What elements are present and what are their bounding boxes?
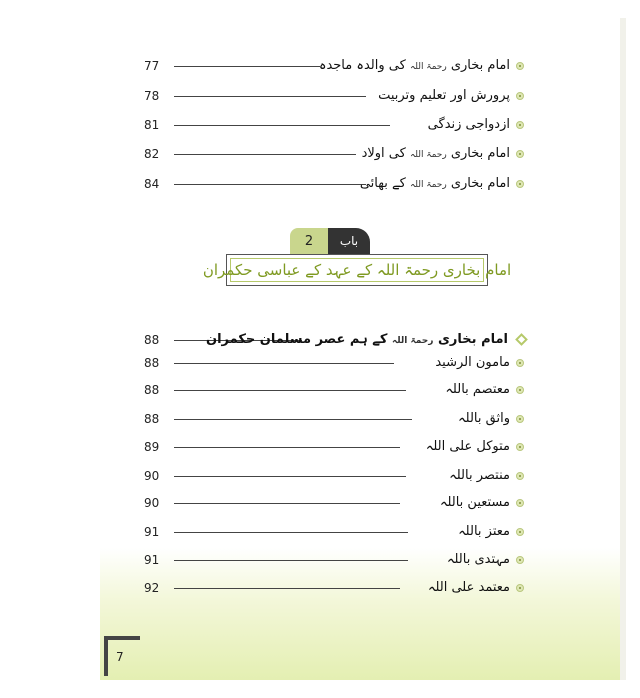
toc-page-number: 78	[144, 89, 160, 103]
toc-entry[interactable]	[144, 56, 524, 76]
toc-page-number: 84	[144, 177, 160, 191]
toc-page-number: 88	[144, 412, 160, 426]
chapter-label: باب	[328, 228, 370, 254]
toc-entry[interactable]	[144, 380, 524, 400]
toc-entry-title: ازدواجی زندگی	[427, 117, 510, 132]
leader-line	[174, 363, 394, 364]
bullet-icon	[516, 584, 524, 592]
leader-line	[174, 154, 356, 155]
bullet-icon	[516, 443, 524, 451]
chapter-title-box[interactable]	[202, 254, 512, 286]
bullet-icon	[516, 359, 524, 367]
toc-page-number: 88	[144, 383, 160, 397]
toc-entry-title: واثق باللہ	[458, 411, 510, 426]
chapter-number: 2	[290, 228, 328, 254]
leader-line	[174, 125, 390, 126]
toc-entry-title: مہتدی باللہ	[446, 552, 510, 567]
page-corner	[100, 636, 146, 680]
toc-page-number: 89	[144, 440, 160, 454]
toc-entry-title: امام بخاری رحمۃ اللہ کی اولاد	[361, 146, 510, 161]
chapter-title: امام بخاری رحمۃ اللہ کے عہد کے عباسی حکمران	[202, 261, 512, 279]
leader-line	[174, 66, 320, 67]
leader-line	[174, 532, 408, 533]
toc-entry[interactable]	[144, 353, 524, 373]
toc-page-number: 91	[144, 525, 160, 539]
toc-entry-title: مستعین باللہ	[439, 495, 510, 510]
bullet-icon	[516, 415, 524, 423]
leader-line	[174, 476, 406, 477]
toc-entry-title: امام بخاری رحمۃ اللہ کی والدہ ماجدہ	[318, 58, 510, 73]
diamond-bullet-icon	[515, 333, 528, 346]
bullet-icon	[516, 499, 524, 507]
section-title: امام بخاری رحمۃ اللہ کے ہم عصر مسلمان حکمران	[205, 332, 508, 347]
toc-entry[interactable]	[144, 174, 524, 194]
page-edge	[620, 18, 626, 680]
toc-entry-title: معتمد علی اللہ	[427, 580, 510, 595]
toc-entry-title: پرورش اور تعلیم وتربیت	[378, 88, 510, 103]
toc-entry-title: مامون الرشید	[435, 355, 510, 370]
toc-entry[interactable]	[144, 466, 524, 486]
toc-entry[interactable]	[144, 493, 524, 513]
bullet-icon	[516, 92, 524, 100]
toc-entry-title: معتز باللہ	[458, 524, 510, 539]
bullet-icon	[516, 62, 524, 70]
toc-entry[interactable]	[144, 550, 524, 570]
toc-page-number: 77	[144, 59, 160, 73]
toc-entry[interactable]	[144, 86, 524, 106]
leader-line	[174, 419, 412, 420]
chapter-tab	[290, 228, 410, 254]
toc-page-number: 91	[144, 553, 160, 567]
toc-entry-title: امام بخاری رحمۃ اللہ کے بھائی	[359, 176, 510, 191]
leader-line	[174, 588, 400, 589]
toc-entry[interactable]	[144, 409, 524, 429]
toc-page-number: 88	[144, 333, 160, 347]
bullet-icon	[516, 472, 524, 480]
toc-entry[interactable]	[144, 144, 524, 164]
leader-line	[174, 390, 406, 391]
toc-page-number: 92	[144, 581, 160, 595]
bullet-icon	[516, 386, 524, 394]
leader-line	[174, 447, 400, 448]
page-number: 7	[116, 650, 124, 664]
bullet-icon	[516, 180, 524, 188]
leader-line	[174, 503, 400, 504]
toc-entry-title: معتصم باللہ	[445, 382, 510, 397]
leader-line	[174, 560, 408, 561]
bullet-icon	[516, 528, 524, 536]
toc-entry-title: منتصر باللہ	[449, 468, 510, 483]
toc-entry[interactable]	[144, 522, 524, 542]
bullet-icon	[516, 556, 524, 564]
toc-page-number: 90	[144, 496, 160, 510]
toc-page-number: 88	[144, 356, 160, 370]
toc-section-heading[interactable]	[144, 330, 524, 350]
bullet-icon	[516, 121, 524, 129]
toc-page-number: 82	[144, 147, 160, 161]
toc-entry-title: متوکل علی اللہ	[425, 439, 510, 454]
book-page	[100, 18, 622, 680]
toc-page-number: 90	[144, 469, 160, 483]
toc-entry[interactable]	[144, 578, 524, 598]
toc-page-number: 81	[144, 118, 160, 132]
bullet-icon	[516, 150, 524, 158]
toc-entry[interactable]	[144, 437, 524, 457]
toc-entry[interactable]	[144, 115, 524, 135]
leader-line	[174, 184, 366, 185]
leader-line	[174, 96, 366, 97]
